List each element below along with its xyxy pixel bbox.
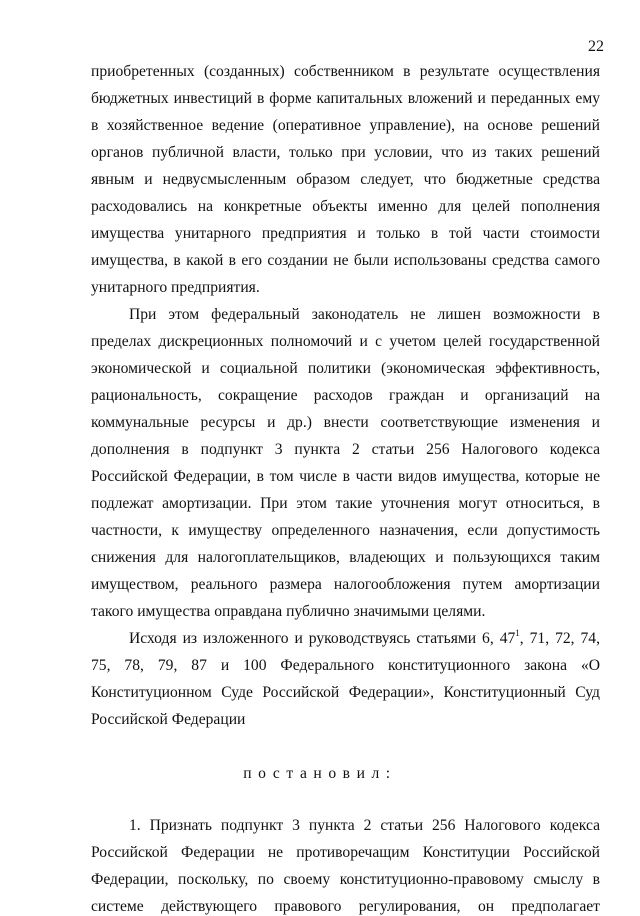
page-number: 22 xyxy=(588,38,604,55)
text-fragment: , 71, 72, 74, xyxy=(519,630,600,647)
text-line: имущества, в какой в его создании не были использованы средства самого xyxy=(91,252,600,269)
text-line xyxy=(129,630,600,648)
text-line: бюджетных инвестиций в форме капитальных вложений и переданных ему xyxy=(91,90,600,107)
text-line: имуществом, реального размера налогообложения путем амортизации xyxy=(91,576,600,593)
text-line: подлежат амортизации. При этом такие уточнения могут относиться, в xyxy=(91,495,600,512)
text-line: явным и недвусмысленным образом следует, что бюджетные средства xyxy=(91,171,600,188)
text-line: имущества унитарного предприятия и только в той части стоимости xyxy=(91,225,600,242)
text-line: унитарного предприятия. xyxy=(91,279,260,296)
text-line: экономической и социальной политики (экономическая эффективность, xyxy=(91,360,600,377)
text-line: Российской Федерации xyxy=(91,711,246,728)
text-line: органов публичной власти, только при условии, что из таких решений xyxy=(91,144,600,161)
text-line: При этом федеральный законодатель не лишен возможности в xyxy=(129,306,600,323)
text-line: Российской Федерации, в том числе в части видов имущества, которые не xyxy=(91,468,600,485)
text-line: Федерации, поскольку, по своему конституционно-правовому смыслу в xyxy=(91,871,600,888)
text-line: рациональность, сокращение расходов граждан и организаций на xyxy=(91,387,600,404)
text-line: такого имущества оправдана публично значимыми целями. xyxy=(91,603,486,620)
superscript: 1 xyxy=(515,628,520,638)
text-line: коммунальные ресурсы и др.) внести соответствующие изменения и xyxy=(91,414,600,431)
text-line: 75, 78, 79, 87 и 100 Федерального конституционного закона «О xyxy=(91,657,600,674)
text-line: 1. Признать подпункт 3 пункта 2 статьи 256 Налогового кодекса xyxy=(129,817,600,834)
text-line: приобретенных (созданных) собственником в результате осуществления xyxy=(91,63,600,80)
text-line: снижения для налогоплательщиков, владеющих и пользующихся таким xyxy=(91,549,600,566)
text-line: системе действующего правового регулирования, он предполагает xyxy=(91,898,600,915)
text-line: частности, к имуществу определенного назначения, если допустимость xyxy=(91,522,600,539)
text-line: дополнения в подпункт 3 пункта 2 статьи 256 Налогового кодекса xyxy=(91,441,600,458)
text-line: Конституционном Суде Российской Федерации», Конституционный Суд xyxy=(91,684,600,701)
text-line: Российской Федерации не противоречащим Конституции Российской xyxy=(91,844,600,861)
text-fragment: Исходя из изложенного и руководствуясь статьями 6, 47 xyxy=(129,630,516,647)
text-line: пределах дискреционных полномочий и с учетом целей государственной xyxy=(91,333,600,350)
text-line: расходовались на конкретные объекты именно для целей пополнения xyxy=(91,198,600,215)
text-line: в хозяйственное ведение (оперативное управление), на основе решений xyxy=(91,117,600,134)
resolution-heading: постановил: xyxy=(243,765,397,782)
